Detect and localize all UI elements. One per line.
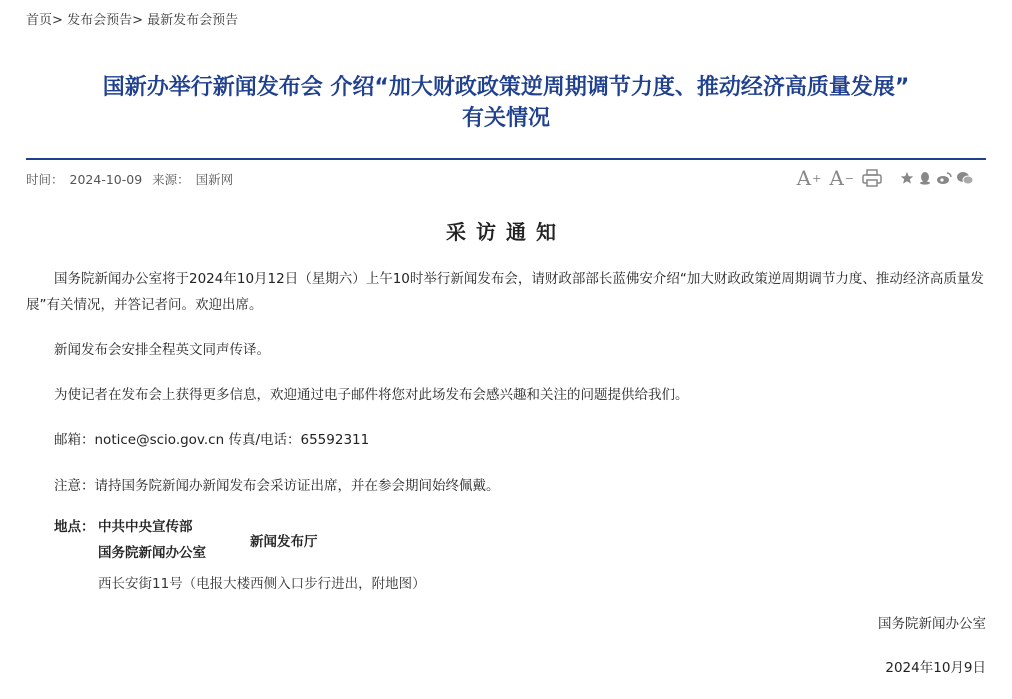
notice-title: 采访通知 bbox=[446, 220, 566, 244]
location-address: 西长安街11号（电报大楼西侧入口步行进出，附地图） bbox=[98, 576, 426, 592]
time-value: 2024-10-09 bbox=[69, 172, 143, 187]
location-org2: 国务院新闻办公室 bbox=[98, 545, 206, 561]
printer-icon[interactable] bbox=[862, 169, 882, 187]
paragraph-questions: 为使记者在发布会上获得更多信息，欢迎通过电子邮件将您对此场发布会感兴趣和关注的问题提供给我们。 bbox=[54, 387, 689, 403]
signature-org: 国务院新闻办公室 bbox=[878, 616, 986, 632]
article-tools bbox=[797, 166, 978, 190]
article-title bbox=[26, 72, 986, 134]
breadcrumb-home-link[interactable]: 首页 bbox=[26, 13, 53, 28]
email-link[interactable]: notice@scio.gov.cn bbox=[94, 432, 225, 448]
email-label: 邮箱： bbox=[54, 432, 95, 448]
location-org1: 中共中央宣传部 bbox=[98, 519, 193, 535]
font-increase-letter: A bbox=[796, 166, 812, 190]
breadcrumb-separator: > bbox=[52, 13, 63, 28]
article-title-line2: 有关情况 bbox=[461, 106, 550, 131]
font-increase-sign: + bbox=[812, 171, 822, 185]
star-icon[interactable] bbox=[900, 171, 914, 185]
breadcrumb bbox=[26, 9, 238, 28]
article-meta bbox=[26, 170, 239, 188]
breadcrumb-section-link[interactable]: 发布会预告 bbox=[67, 13, 133, 28]
paragraph-notice: 注意：请持国务院新闻办新闻发布会采访证出席，并在参会期间始终佩戴。 bbox=[54, 478, 500, 494]
breadcrumb-separator: > bbox=[132, 13, 143, 28]
title-divider bbox=[26, 158, 986, 160]
font-increase-button[interactable] bbox=[797, 166, 822, 190]
location-label: 地点： bbox=[54, 519, 95, 535]
wechat-icon[interactable] bbox=[956, 171, 974, 185]
font-decrease-sign: − bbox=[844, 171, 854, 185]
font-decrease-letter: A bbox=[829, 166, 844, 190]
breadcrumb-current-link[interactable]: 最新发布会预告 bbox=[147, 13, 239, 28]
source-label: 来源： bbox=[152, 172, 190, 187]
paragraph-interpretation: 新闻发布会安排全程英文同声传译。 bbox=[54, 342, 270, 358]
qq-icon[interactable] bbox=[918, 171, 932, 185]
article-title-line1: 国新办举行新闻发布会 介绍“加大财政政策逆周期调节力度、推动经济高质量发展” bbox=[102, 75, 910, 100]
paragraph-announcement: 国务院新闻办公室将于2024年10月12日（星期六）上午10时举行新闻发布会，请财政部部长蓝佛安介绍“加大财政政策逆周期调节力度、推动经济高质量发展”有关情况，并答记者问。欢迎出席。 bbox=[26, 271, 984, 313]
fax-label: 传真/电话： bbox=[224, 432, 301, 448]
paragraph-contact bbox=[26, 427, 1012, 453]
weibo-icon[interactable] bbox=[936, 171, 952, 185]
location-hall: 新闻发布厅 bbox=[250, 534, 318, 550]
fax-value: 65592311 bbox=[300, 432, 370, 448]
source-value: 国新网 bbox=[195, 172, 234, 187]
time-label: 时间： bbox=[26, 172, 64, 187]
signature-date: 2024年10月9日 bbox=[885, 660, 986, 676]
font-decrease-button[interactable] bbox=[829, 166, 854, 190]
